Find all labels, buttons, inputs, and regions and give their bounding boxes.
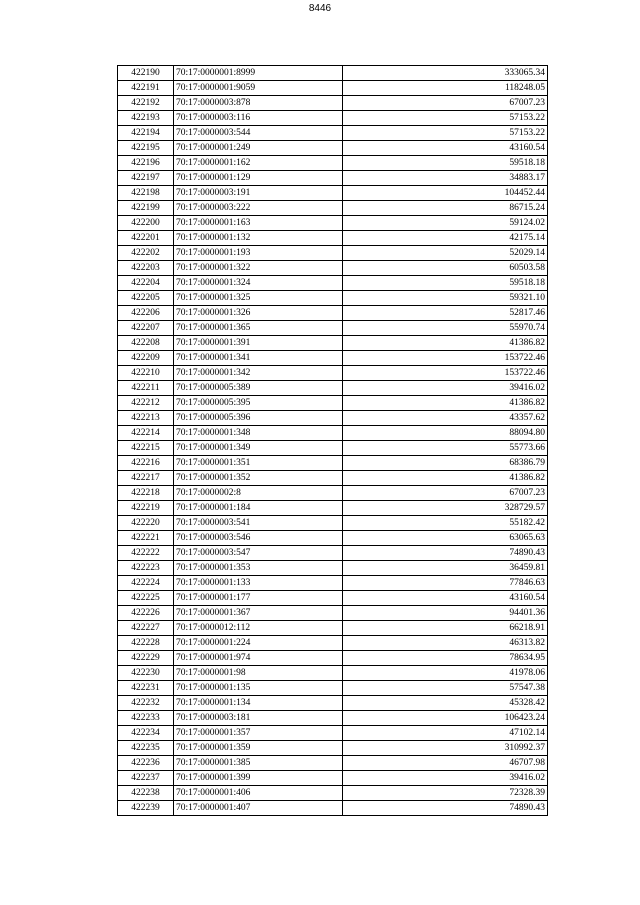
value-cell: 63065.63 <box>343 531 548 546</box>
table-row <box>118 636 548 651</box>
value-cell: 46313.82 <box>343 636 548 651</box>
value-cell: 52029.14 <box>343 246 548 261</box>
cadastral-number-cell: 70:17:0000001:391 <box>174 336 343 351</box>
row-number-cell: 422207 <box>118 321 174 336</box>
table-row <box>118 576 548 591</box>
table-row <box>118 756 548 771</box>
table-row <box>118 111 548 126</box>
cadastral-number-cell: 70:17:0000001:357 <box>174 726 343 741</box>
row-number-cell: 422218 <box>118 486 174 501</box>
table-row <box>118 546 548 561</box>
cadastral-number-cell: 70:17:0000001:341 <box>174 351 343 366</box>
value-cell: 78634.95 <box>343 651 548 666</box>
table-row <box>118 201 548 216</box>
table-row <box>118 81 548 96</box>
value-cell: 106423.24 <box>343 711 548 726</box>
cadastral-number-cell: 70:17:0000001:193 <box>174 246 343 261</box>
row-number-cell: 422228 <box>118 636 174 651</box>
value-cell: 153722.46 <box>343 351 548 366</box>
value-cell: 41386.82 <box>343 396 548 411</box>
table-row <box>118 456 548 471</box>
cadastral-number-cell: 70:17:0000001:359 <box>174 741 343 756</box>
value-cell: 60503.58 <box>343 261 548 276</box>
row-number-cell: 422201 <box>118 231 174 246</box>
value-cell: 59518.18 <box>343 156 548 171</box>
value-cell: 66218.91 <box>343 621 548 636</box>
row-number-cell: 422196 <box>118 156 174 171</box>
cadastral-number-cell: 70:17:0000001:177 <box>174 591 343 606</box>
row-number-cell: 422219 <box>118 501 174 516</box>
row-number-cell: 422238 <box>118 786 174 801</box>
row-number-cell: 422237 <box>118 771 174 786</box>
value-cell: 74890.43 <box>343 801 548 816</box>
value-cell: 86715.24 <box>343 201 548 216</box>
cadastral-number-cell: 70:17:0000001:132 <box>174 231 343 246</box>
cadastral-number-cell: 70:17:0000001:162 <box>174 156 343 171</box>
row-number-cell: 422217 <box>118 471 174 486</box>
row-number-cell: 422194 <box>118 126 174 141</box>
value-cell: 72328.39 <box>343 786 548 801</box>
cadastral-number-cell: 70:17:0000001:353 <box>174 561 343 576</box>
table-row <box>118 501 548 516</box>
table-row <box>118 591 548 606</box>
value-cell: 46707.98 <box>343 756 548 771</box>
value-cell: 41386.82 <box>343 336 548 351</box>
value-cell: 67007.23 <box>343 96 548 111</box>
cadastral-value-table <box>117 65 548 816</box>
row-number-cell: 422212 <box>118 396 174 411</box>
row-number-cell: 422197 <box>118 171 174 186</box>
row-number-cell: 422192 <box>118 96 174 111</box>
value-cell: 43357.62 <box>343 411 548 426</box>
table-row <box>118 771 548 786</box>
table-row <box>118 471 548 486</box>
cadastral-number-cell: 70:17:0000001:134 <box>174 696 343 711</box>
table-row <box>118 186 548 201</box>
value-cell: 310992.37 <box>343 741 548 756</box>
cadastral-number-cell: 70:17:0000001:163 <box>174 216 343 231</box>
cadastral-number-cell: 70:17:0000001:367 <box>174 606 343 621</box>
value-cell: 118248.05 <box>343 81 548 96</box>
row-number-cell: 422209 <box>118 351 174 366</box>
table-row <box>118 516 548 531</box>
value-cell: 59518.18 <box>343 276 548 291</box>
table-body <box>118 66 548 816</box>
value-cell: 59124.02 <box>343 216 548 231</box>
table-row <box>118 261 548 276</box>
value-cell: 57153.22 <box>343 126 548 141</box>
value-cell: 39416.02 <box>343 381 548 396</box>
table-row <box>118 561 548 576</box>
row-number-cell: 422195 <box>118 141 174 156</box>
table-row <box>118 156 548 171</box>
row-number-cell: 422190 <box>118 66 174 81</box>
row-number-cell: 422208 <box>118 336 174 351</box>
table-row <box>118 171 548 186</box>
cadastral-number-cell: 70:17:0000001:351 <box>174 456 343 471</box>
value-cell: 328729.57 <box>343 501 548 516</box>
cadastral-number-cell: 70:17:0000001:407 <box>174 801 343 816</box>
row-number-cell: 422227 <box>118 621 174 636</box>
cadastral-number-cell: 70:17:0000003:878 <box>174 96 343 111</box>
cadastral-number-cell: 70:17:0000001:974 <box>174 651 343 666</box>
table-row <box>118 231 548 246</box>
table-row <box>118 696 548 711</box>
table-row <box>118 66 548 81</box>
cadastral-number-cell: 70:17:0000003:546 <box>174 531 343 546</box>
cadastral-number-cell: 70:17:0000002:8 <box>174 486 343 501</box>
page-number: 8446 <box>308 3 332 14</box>
cadastral-number-cell: 70:17:0000001:184 <box>174 501 343 516</box>
value-cell: 36459.81 <box>343 561 548 576</box>
table-row <box>118 366 548 381</box>
table-row <box>118 726 548 741</box>
table-row <box>118 396 548 411</box>
cadastral-number-cell: 70:17:0000001:129 <box>174 171 343 186</box>
row-number-cell: 422204 <box>118 276 174 291</box>
table-row <box>118 351 548 366</box>
table-row <box>118 306 548 321</box>
table-row <box>118 141 548 156</box>
row-number-cell: 422231 <box>118 681 174 696</box>
row-number-cell: 422202 <box>118 246 174 261</box>
value-cell: 77846.63 <box>343 576 548 591</box>
row-number-cell: 422193 <box>118 111 174 126</box>
value-cell: 88094.80 <box>343 426 548 441</box>
row-number-cell: 422229 <box>118 651 174 666</box>
row-number-cell: 422230 <box>118 666 174 681</box>
row-number-cell: 422211 <box>118 381 174 396</box>
row-number-cell: 422198 <box>118 186 174 201</box>
row-number-cell: 422199 <box>118 201 174 216</box>
value-cell: 52817.46 <box>343 306 548 321</box>
row-number-cell: 422236 <box>118 756 174 771</box>
row-number-cell: 422200 <box>118 216 174 231</box>
table-row <box>118 786 548 801</box>
cadastral-number-cell: 70:17:0000001:135 <box>174 681 343 696</box>
cadastral-number-cell: 70:17:0000003:191 <box>174 186 343 201</box>
table-row <box>118 531 548 546</box>
row-number-cell: 422191 <box>118 81 174 96</box>
value-cell: 94401.36 <box>343 606 548 621</box>
row-number-cell: 422216 <box>118 456 174 471</box>
row-number-cell: 422234 <box>118 726 174 741</box>
cadastral-number-cell: 70:17:0000003:541 <box>174 516 343 531</box>
cadastral-number-cell: 70:17:0000001:133 <box>174 576 343 591</box>
table-row <box>118 291 548 306</box>
table-row <box>118 246 548 261</box>
value-cell: 42175.14 <box>343 231 548 246</box>
table-row <box>118 606 548 621</box>
row-number-cell: 422235 <box>118 741 174 756</box>
cadastral-number-cell: 70:17:0000001:324 <box>174 276 343 291</box>
row-number-cell: 422220 <box>118 516 174 531</box>
row-number-cell: 422206 <box>118 306 174 321</box>
value-cell: 47102.14 <box>343 726 548 741</box>
cadastral-number-cell: 70:17:0000001:349 <box>174 441 343 456</box>
value-cell: 41978.06 <box>343 666 548 681</box>
value-cell: 67007.23 <box>343 486 548 501</box>
cadastral-number-cell: 70:17:0000001:399 <box>174 771 343 786</box>
row-number-cell: 422215 <box>118 441 174 456</box>
value-cell: 104452.44 <box>343 186 548 201</box>
table-row <box>118 321 548 336</box>
cadastral-number-cell: 70:17:0000001:326 <box>174 306 343 321</box>
cadastral-number-cell: 70:17:0000005:395 <box>174 396 343 411</box>
value-cell: 59321.10 <box>343 291 548 306</box>
table-row <box>118 711 548 726</box>
row-number-cell: 422222 <box>118 546 174 561</box>
value-cell: 55970.74 <box>343 321 548 336</box>
table-row <box>118 381 548 396</box>
table-row <box>118 801 548 816</box>
value-cell: 68386.79 <box>343 456 548 471</box>
row-number-cell: 422221 <box>118 531 174 546</box>
cadastral-number-cell: 70:17:0000001:322 <box>174 261 343 276</box>
row-number-cell: 422210 <box>118 366 174 381</box>
table-row <box>118 426 548 441</box>
cadastral-number-cell: 70:17:0000001:365 <box>174 321 343 336</box>
value-cell: 45328.42 <box>343 696 548 711</box>
table-row <box>118 621 548 636</box>
cadastral-number-cell: 70:17:0000003:547 <box>174 546 343 561</box>
row-number-cell: 422203 <box>118 261 174 276</box>
cadastral-number-cell: 70:17:0000001:385 <box>174 756 343 771</box>
cadastral-number-cell: 70:17:0000005:396 <box>174 411 343 426</box>
cadastral-number-cell: 70:17:0000005:389 <box>174 381 343 396</box>
value-cell: 57547.38 <box>343 681 548 696</box>
table-row <box>118 741 548 756</box>
cadastral-number-cell: 70:17:0000003:544 <box>174 126 343 141</box>
table-row <box>118 96 548 111</box>
table-row <box>118 411 548 426</box>
cadastral-number-cell: 70:17:0000001:406 <box>174 786 343 801</box>
value-cell: 57153.22 <box>343 111 548 126</box>
value-cell: 153722.46 <box>343 366 548 381</box>
value-cell: 39416.02 <box>343 771 548 786</box>
row-number-cell: 422226 <box>118 606 174 621</box>
row-number-cell: 422225 <box>118 591 174 606</box>
value-cell: 43160.54 <box>343 141 548 156</box>
table-row <box>118 276 548 291</box>
row-number-cell: 422224 <box>118 576 174 591</box>
table-row <box>118 666 548 681</box>
cadastral-number-cell: 70:17:0000001:249 <box>174 141 343 156</box>
value-cell: 55182.42 <box>343 516 548 531</box>
row-number-cell: 422239 <box>118 801 174 816</box>
table-row <box>118 336 548 351</box>
value-cell: 333065.34 <box>343 66 548 81</box>
value-cell: 55773.66 <box>343 441 548 456</box>
table-row <box>118 651 548 666</box>
table-row <box>118 441 548 456</box>
value-cell: 43160.54 <box>343 591 548 606</box>
cadastral-number-cell: 70:17:0000001:98 <box>174 666 343 681</box>
cadastral-number-cell: 70:17:0000001:224 <box>174 636 343 651</box>
table-row <box>118 681 548 696</box>
row-number-cell: 422232 <box>118 696 174 711</box>
table-row <box>118 216 548 231</box>
cadastral-number-cell: 70:17:0000012:112 <box>174 621 343 636</box>
row-number-cell: 422205 <box>118 291 174 306</box>
row-number-cell: 422233 <box>118 711 174 726</box>
cadastral-number-cell: 70:17:0000001:342 <box>174 366 343 381</box>
row-number-cell: 422214 <box>118 426 174 441</box>
cadastral-number-cell: 70:17:0000003:116 <box>174 111 343 126</box>
value-cell: 74890.43 <box>343 546 548 561</box>
cadastral-number-cell: 70:17:0000001:8999 <box>174 66 343 81</box>
row-number-cell: 422213 <box>118 411 174 426</box>
cadastral-number-cell: 70:17:0000003:181 <box>174 711 343 726</box>
table-row <box>118 126 548 141</box>
cadastral-number-cell: 70:17:0000001:348 <box>174 426 343 441</box>
value-cell: 34883.17 <box>343 171 548 186</box>
cadastral-number-cell: 70:17:0000001:352 <box>174 471 343 486</box>
table-row <box>118 486 548 501</box>
value-cell: 41386.82 <box>343 471 548 486</box>
cadastral-number-cell: 70:17:0000003:222 <box>174 201 343 216</box>
cadastral-number-cell: 70:17:0000001:9059 <box>174 81 343 96</box>
row-number-cell: 422223 <box>118 561 174 576</box>
cadastral-number-cell: 70:17:0000001:325 <box>174 291 343 306</box>
